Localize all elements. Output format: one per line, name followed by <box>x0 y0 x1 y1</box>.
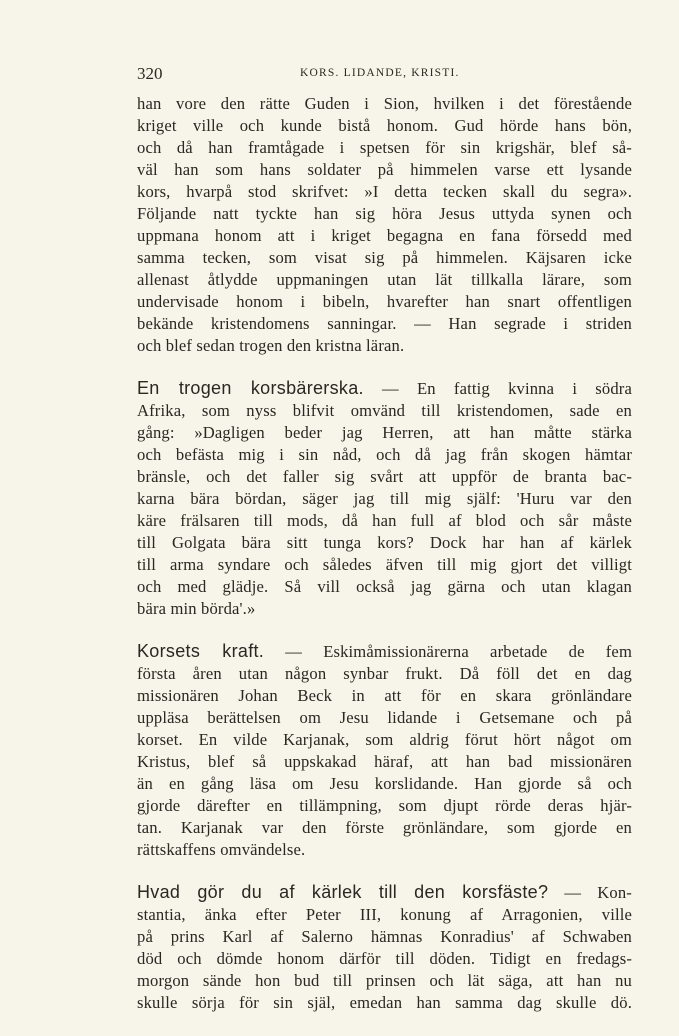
text-line: gjorde därefter en tillämpning, som djupt rörde deras hjär- <box>137 796 632 815</box>
section-first-line-text: — Kon- <box>548 883 632 902</box>
text-line: död och dömde honom därför till döden. Tidigt en fredags- <box>137 949 632 968</box>
text-line: korset. En vilde Karjanak, som aldrig förut hört något om <box>137 730 632 749</box>
section-first-line-text: — Eskimåmissionärerna arbetade de fem <box>264 642 632 661</box>
running-head: KORS. LIDANDE, KRISTI. <box>300 67 460 79</box>
body-text <box>137 93 632 1014</box>
section-heading: En trogen korsbärerska. <box>137 378 364 398</box>
text-line: allenast åtlydde uppmaningen utan lät tillkalla lärare, som <box>137 270 632 289</box>
text-line: bränsle, och det faller sig svårt att uppför de branta bac- <box>137 467 632 486</box>
text-line: rättskaffens omvändelse. <box>137 840 306 859</box>
text-line: uppläsa berättelsen om Jesu lidande i Getsemane och på <box>137 708 632 727</box>
section-gap <box>137 357 632 377</box>
text-line: Afrika, som nyss blifvit omvänd till kristendomen, sade en <box>137 401 632 420</box>
text-line: och med glädje. Så vill också jag gärna och utan klagan <box>137 577 632 596</box>
section-first-line <box>137 640 632 663</box>
page-header <box>137 64 632 86</box>
text-line: morgon sände hon bud till prinsen och lät säga, att han nu <box>137 971 632 990</box>
section-first-line <box>137 881 632 904</box>
text-line: bära min börda'.» <box>137 599 256 618</box>
text-line: tan. Karjanak var den förste grönländare, som gjorde en <box>137 818 632 837</box>
section-gap <box>137 620 632 640</box>
section-first-line-text: — En fattig kvinna i södra <box>363 379 633 398</box>
text-line: missionären Johan Beck in att för en skara grönländare <box>137 686 632 705</box>
text-line: käre frälsaren till mods, då han full af blod och sår måste <box>137 511 632 530</box>
text-line: han vore den rätte Guden i Sion, hvilken i det förestående <box>137 94 632 113</box>
text-line: Kristus, blef så uppskakad häraf, att han bad missionären <box>137 752 632 771</box>
section-hvad-gor-du <box>137 881 632 1014</box>
text-line: och befästa mig i sin nåd, och då jag från skogen hämtar <box>137 445 632 464</box>
text-line: karna bära bördan, säger jag till mig själf: 'Huru var den <box>137 489 632 508</box>
text-line: på prins Karl af Salerno hämnas Konradius' af Schwaben <box>137 927 632 946</box>
text-line: undervisade honom i bibeln, hvarefter han snart offentligen <box>137 292 632 311</box>
text-line: och då han framtågade i spetsen för sin krigshär, blef så- <box>137 138 632 157</box>
paragraph-1 <box>137 93 632 357</box>
text-line: samma tecken, som visat sig på himmelen. Käjsaren icke <box>137 248 632 267</box>
text-line: kors, hvarpå stod skrifvet: »I detta tecken skall du segra». <box>137 182 632 201</box>
section-first-line <box>137 377 632 400</box>
text-line: kriget ville och kunde bistå honom. Gud hörde hans bön, <box>137 116 632 135</box>
text-line: uppmana honom att i kriget begagna en fana försedd med <box>137 226 632 245</box>
text-line: gång: »Dagligen beder jag Herren, att han måtte stärka <box>137 423 632 442</box>
text-line: bekände kristendomens sanningar. — Han segrade i striden <box>137 314 632 333</box>
text-line: väl han som hans soldater på himmelen varse ett lysande <box>137 160 632 179</box>
section-heading: Hvad gör du af kärlek till den korsfäste? <box>137 882 549 902</box>
text-line: än en gång läsa om Jesu korslidande. Han gjorde så och <box>137 774 632 793</box>
section-gap <box>137 861 632 881</box>
page-number: 320 <box>137 64 163 83</box>
text-line: Följande natt tyckte han sig höra Jesus uttyda synen och <box>137 204 632 223</box>
text-line: till Golgata bära sitt tunga kors? Dock har han af kärlek <box>137 533 632 552</box>
text-line: första åren utan någon synbar frukt. Då föll det en dag <box>137 664 632 683</box>
text-line: och blef sedan trogen den kristna läran. <box>137 336 405 355</box>
text-line: skulle sörja för sin själ, emedan han samma dag skulle dö. <box>137 993 632 1012</box>
section-korsets-kraft <box>137 640 632 861</box>
section-heading: Korsets kraft. <box>137 641 265 661</box>
section-trogen-korsbarerska <box>137 377 632 620</box>
text-line: till arma syndare och således äfven till mig gjort det villigt <box>137 555 632 574</box>
text-line: stantia, änka efter Peter III, konung af Arragonien, ville <box>137 905 632 924</box>
